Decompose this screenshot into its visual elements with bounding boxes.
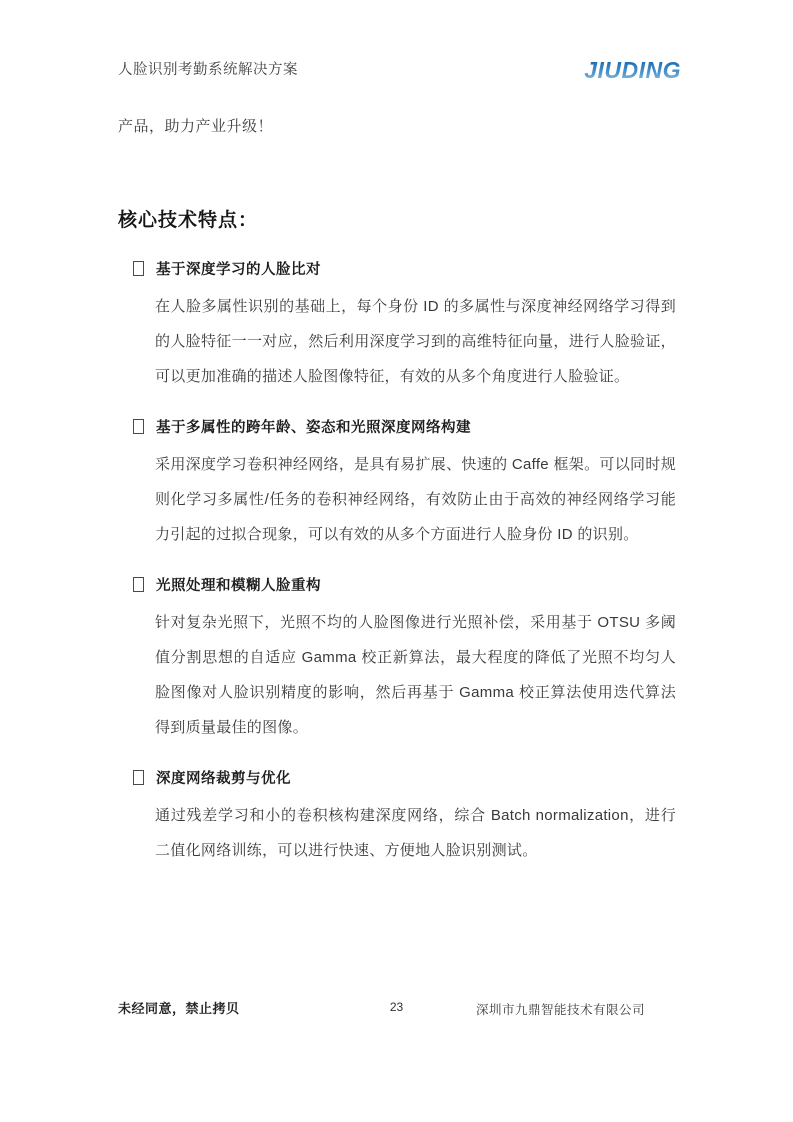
feature-heading-label: 基于多属性的跨年龄、姿态和光照深度网络构建: [156, 420, 471, 436]
feature-heading: [118, 416, 676, 437]
intro-text: 产品，助力产业升级！: [118, 118, 274, 135]
square-bullet-icon: [133, 577, 144, 592]
square-bullet-icon: [133, 419, 144, 434]
feature-paragraph: 在人脸多属性识别的基础上，每个身份 ID 的多属性与深度神经网络学习得到的人脸特征一一对应，然后利用深度学习到的高维特征向量，进行人脸验证，可以更加准确的描述人脸图像特征，有效的从多个角度进行人脸验证。: [155, 298, 676, 385]
feature-item: [118, 258, 676, 394]
feature-heading: [118, 767, 676, 788]
page-header: [118, 58, 681, 82]
page-footer: [0, 998, 793, 1022]
jiuding-logo: JIUDING: [584, 57, 681, 83]
feature-heading-label: 光照处理和模糊人脸重构: [156, 578, 321, 594]
footer-copyright-notice: 未经同意，禁止拷贝: [118, 1001, 240, 1016]
feature-heading-label: 基于深度学习的人脸比对: [156, 262, 321, 278]
square-bullet-icon: [133, 261, 144, 276]
main-content: [118, 205, 676, 874]
feature-heading: [118, 574, 676, 595]
feature-paragraph: 采用深度学习卷积神经网络，是具有易扩展、快速的 Caffe 框架。可以同时规则化学习多属性/任务的卷积神经网络，有效防止由于高效的神经网络学习能力引起的过拟合现象，可以有效的从多个方面进行人脸身份 ID 的识别。: [155, 456, 676, 543]
section-title: 核心技术特点：: [118, 210, 259, 231]
header-title: 人脸识别考勤系统解决方案: [118, 62, 298, 78]
feature-paragraph: 通过残差学习和小的卷积核构建深度网络，综合 Batch normalization，进行二值化网络训练，可以进行快速、方便地人脸识别测试。: [155, 807, 676, 859]
feature-heading-label: 深度网络裁剪与优化: [156, 771, 291, 787]
footer-page-number: 23: [389, 1000, 404, 1014]
feature-item: [118, 574, 676, 745]
footer-company-name: 深圳市九鼎智能技术有限公司: [475, 1003, 645, 1017]
feature-item: [118, 767, 676, 868]
feature-item: [118, 416, 676, 552]
feature-heading: [118, 258, 676, 279]
feature-paragraph: 针对复杂光照下，光照不均的人脸图像进行光照补偿，采用基于 OTSU 多阈值分割思想的自适应 Gamma 校正新算法，最大程度的降低了光照不均匀人脸图像对人脸识别精度的影响，然后再基于 Gamma 校正算法使用迭代算法得到质量最佳的图像。: [155, 614, 676, 736]
square-bullet-icon: [133, 770, 144, 785]
